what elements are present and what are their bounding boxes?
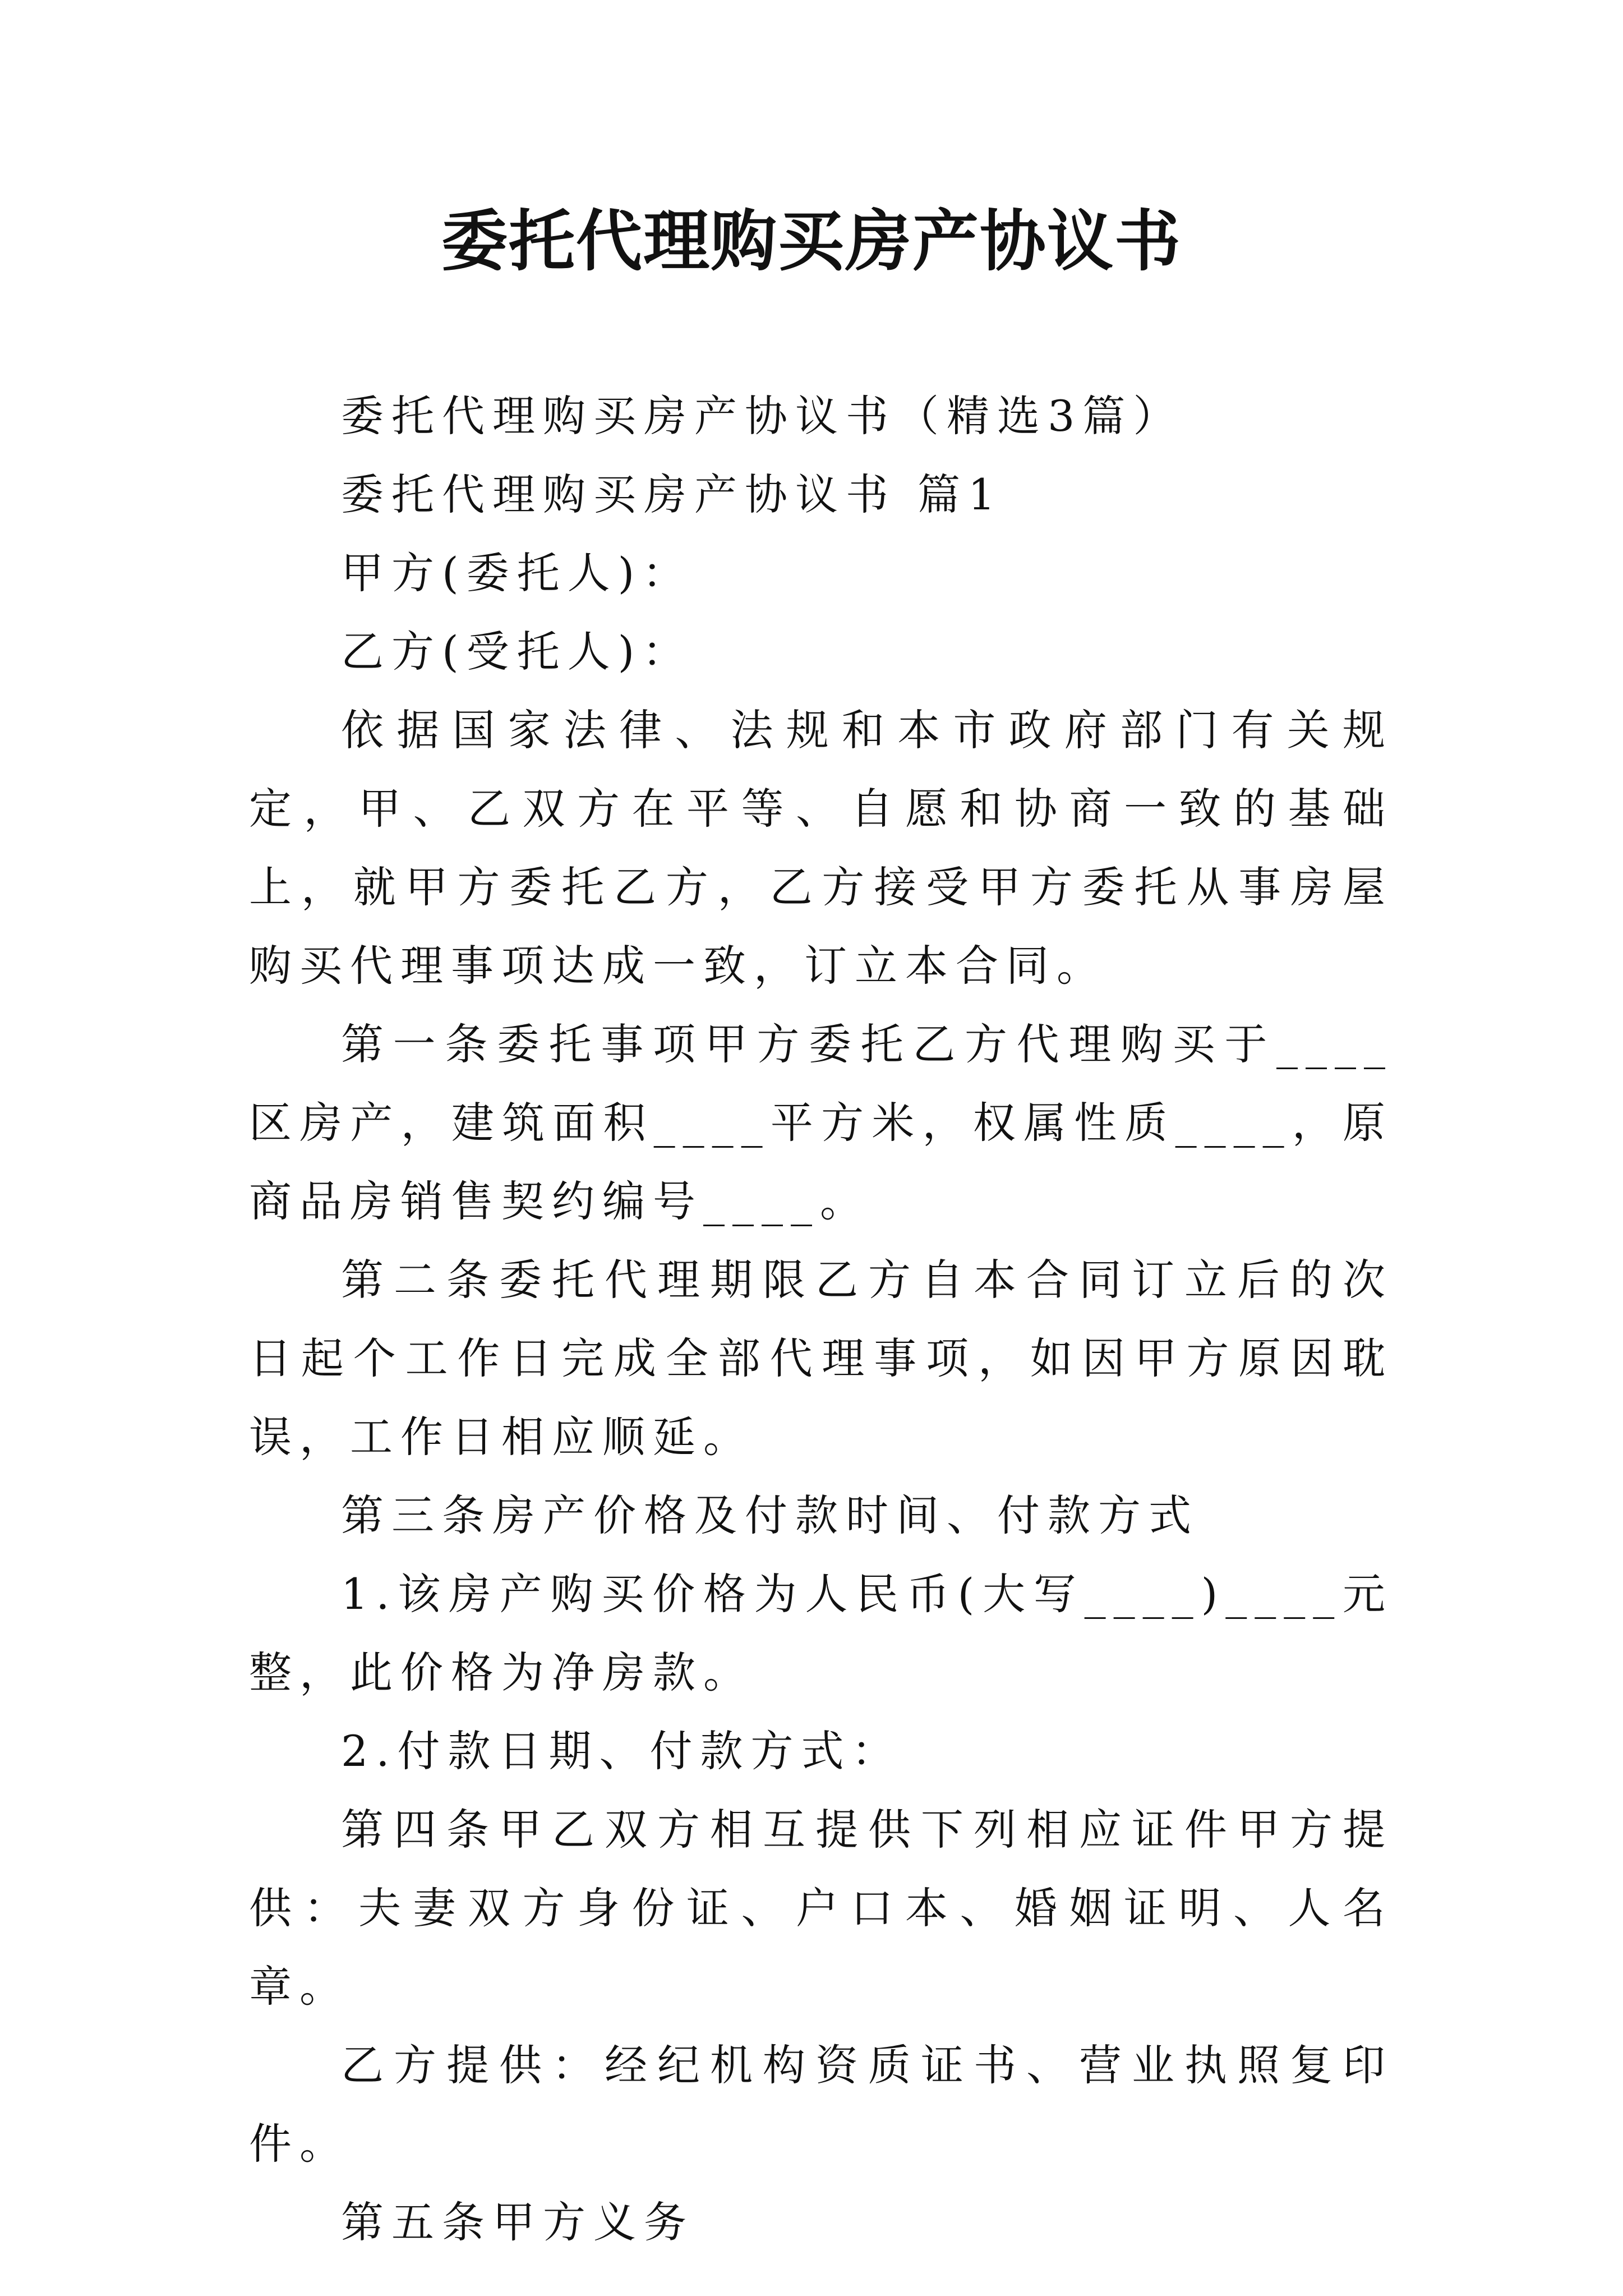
paragraph: 委托代理购买房产协议书（精选3篇）: [341, 391, 1184, 441]
document-title: 委托代理购买房产协议书: [441, 203, 1182, 280]
paragraph: 第五条甲方义务: [341, 2197, 694, 2247]
paragraph: 甲方(委托人)：: [341, 548, 693, 598]
paragraph: 乙方(受托人)：: [341, 627, 693, 677]
paragraph: 第三条房产价格及付款时间、付款方式: [341, 1490, 1199, 1540]
paragraph: 乙方提供：经纪机构资质证书、营业执照复印件。: [249, 2040, 1393, 2169]
paragraph: 1.该房产购买价格为人民币(大写____)____元整，此价格为净房款。: [249, 1569, 1393, 1697]
document-body: [249, 377, 1393, 2262]
paragraph: 第四条甲乙双方相互提供下列相应证件甲方提供：夫妻双方身份证、户口本、婚姻证明、人名章。: [249, 1805, 1393, 2012]
paragraph: 依据国家法律、法规和本市政府部门有关规定，甲、乙双方在平等、自愿和协商一致的基础上，就甲方委托乙方，乙方接受甲方委托从事房屋购买代理事项达成一致，订立本合同。: [249, 705, 1393, 991]
paragraph: 委托代理购买房产协议书 篇1: [341, 470, 1003, 519]
paragraph: 第二条委托代理期限乙方自本合同订立后的次日起个工作日完成全部代理事项，如因甲方原因耽误，工作日相应顺延。: [249, 1255, 1393, 1462]
paragraph: 2.付款日期、付款方式：: [341, 1726, 902, 1776]
paragraph: 第一条委托事项甲方委托乙方代理购买于____区房产，建筑面积____平方米，权属性质____，原商品房销售契约编号____。: [249, 1019, 1393, 1226]
